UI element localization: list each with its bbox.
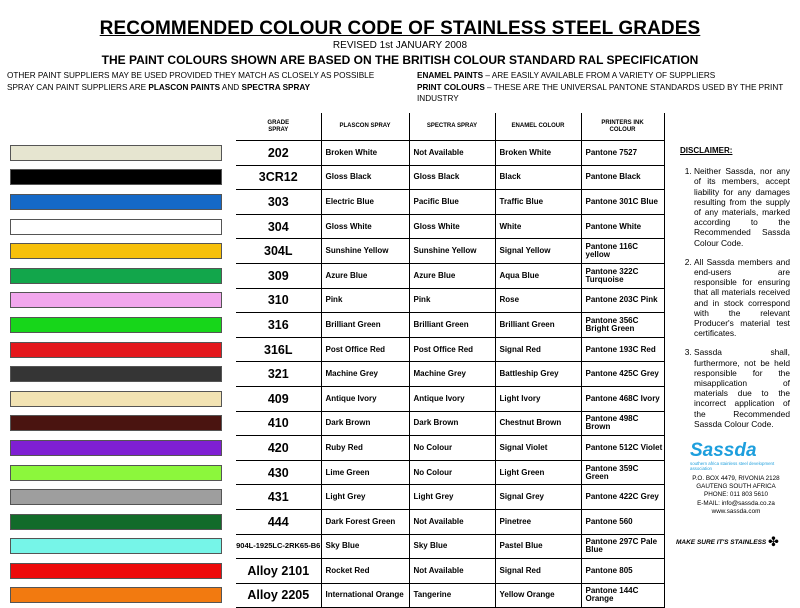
colour-swatch xyxy=(10,219,222,235)
enamel-cell: Traffic Blue xyxy=(495,190,581,215)
colour-swatch-cell xyxy=(8,165,236,190)
colour-swatch-cell xyxy=(8,141,236,166)
spectra-cell: Not Available xyxy=(409,141,495,166)
page-subtitle: THE PAINT COLOURS SHOWN ARE BASED ON THE BRITISH COLOUR STANDARD RAL SPECIFICATION xyxy=(101,53,699,67)
colour-swatch-cell xyxy=(8,263,236,288)
table-row xyxy=(8,288,664,313)
table-row xyxy=(8,214,664,239)
pantone-cell: Pantone 422C Grey xyxy=(581,485,664,510)
table-row xyxy=(8,141,664,166)
grade-cell: Alloy 2101 xyxy=(236,559,321,584)
note-enamel xyxy=(417,70,797,81)
colour-swatch-cell xyxy=(8,313,236,338)
table-row xyxy=(8,362,664,387)
plascon-cell: Ruby Red xyxy=(321,436,409,461)
spectra-cell: No Colour xyxy=(409,460,495,485)
plascon-cell: Azure Blue xyxy=(321,263,409,288)
spectra-cell: Not Available xyxy=(409,509,495,534)
table-row xyxy=(8,559,664,584)
grade-header-line2: SPRAY xyxy=(268,126,289,133)
spectra-cell: Dark Brown xyxy=(409,411,495,436)
colour-swatch-cell xyxy=(8,534,236,559)
colour-swatch xyxy=(10,514,222,530)
table-header-row xyxy=(8,113,664,141)
pantone-cell: Pantone 560 xyxy=(581,509,664,534)
enamel-cell: Signal Yellow xyxy=(495,239,581,264)
note-print xyxy=(417,82,797,104)
plascon-cell: Gloss White xyxy=(321,214,409,239)
enamel-cell: Pastel Blue xyxy=(495,534,581,559)
colour-swatch-cell xyxy=(8,239,236,264)
spectra-cell: Gloss White xyxy=(409,214,495,239)
enamel-cell: Light Ivory xyxy=(495,386,581,411)
table-row xyxy=(8,436,664,461)
enamel-cell: Signal Red xyxy=(495,559,581,584)
colour-swatch xyxy=(10,243,222,259)
enamel-cell: Yellow Orange xyxy=(495,583,581,608)
printers-header-line1: PRINTERS INK xyxy=(601,119,644,126)
note-spray-and: AND xyxy=(220,83,242,92)
contact-email: E-MAIL: info@sassda.co.za xyxy=(697,499,775,507)
clover-icon: ✤ xyxy=(768,534,779,549)
colour-swatch xyxy=(10,587,222,603)
printers-header xyxy=(581,113,664,141)
colour-swatch-cell xyxy=(8,559,236,584)
colour-swatch xyxy=(10,268,222,284)
colour-swatch xyxy=(10,317,222,333)
disclaimer-heading: DISCLAIMER: xyxy=(680,146,733,155)
pantone-cell: Pantone 359C Green xyxy=(581,460,664,485)
colour-swatch-cell xyxy=(8,583,236,608)
spectra-cell: Sky Blue xyxy=(409,534,495,559)
table-row xyxy=(8,460,664,485)
enamel-cell: Black xyxy=(495,165,581,190)
grade-header-line1: GRADE xyxy=(267,119,290,126)
pantone-cell: Pantone 203C Pink xyxy=(581,288,664,313)
grade-cell: 304L xyxy=(236,239,321,264)
colour-swatch-cell xyxy=(8,460,236,485)
spectra-cell: Not Available xyxy=(409,559,495,584)
enamel-cell: Pinetree xyxy=(495,509,581,534)
spectra-cell: Light Grey xyxy=(409,485,495,510)
enamel-cell: Aqua Blue xyxy=(495,263,581,288)
colour-swatch-cell xyxy=(8,436,236,461)
plascon-cell: Electric Blue xyxy=(321,190,409,215)
enamel-cell: Chestnut Brown xyxy=(495,411,581,436)
colour-swatch xyxy=(10,292,222,308)
enamel-cell: Signal Grey xyxy=(495,485,581,510)
pantone-cell: Pantone 468C Ivory xyxy=(581,386,664,411)
page-title: RECOMMENDED COLOUR CODE OF STAINLESS STEEL GRADES xyxy=(99,18,701,39)
spectra-cell: Gloss Black xyxy=(409,165,495,190)
pantone-cell: Pantone 356C Bright Green xyxy=(581,313,664,338)
plascon-cell: Sky Blue xyxy=(321,534,409,559)
grade-cell: 303 xyxy=(236,190,321,215)
colour-swatch xyxy=(10,366,222,382)
grade-cell: 310 xyxy=(236,288,321,313)
grade-cell: 316L xyxy=(236,337,321,362)
colour-swatch-cell xyxy=(8,386,236,411)
enamel-cell: Battleship Grey xyxy=(495,362,581,387)
contact-phone: PHONE: 011 803 5610 xyxy=(704,491,768,499)
table-row xyxy=(8,263,664,288)
pantone-cell: Pantone 425C Grey xyxy=(581,362,664,387)
pantone-cell: Pantone 193C Red xyxy=(581,337,664,362)
colour-swatch xyxy=(10,465,222,481)
grade-cell: 409 xyxy=(236,386,321,411)
grade-cell: 430 xyxy=(236,460,321,485)
grade-cell: Alloy 2205 xyxy=(236,583,321,608)
grade-cell: 309 xyxy=(236,263,321,288)
note-spray-suppliers xyxy=(7,82,310,93)
colour-swatch xyxy=(10,169,222,185)
grade-colour-table xyxy=(8,113,665,608)
colour-swatch-cell xyxy=(8,485,236,510)
plascon-cell: Pink xyxy=(321,288,409,313)
plascon-cell: Dark Brown xyxy=(321,411,409,436)
grade-cell: 304 xyxy=(236,214,321,239)
grade-cell: 444 xyxy=(236,509,321,534)
enamel-header: ENAMEL COLOUR xyxy=(495,113,581,141)
plascon-cell: Gloss Black xyxy=(321,165,409,190)
swatch-header xyxy=(8,113,236,141)
table-row xyxy=(8,165,664,190)
grade-cell: 420 xyxy=(236,436,321,461)
note-enamel-text: – ARE EASILY AVAILABLE FROM A VARIETY OF SUPPLIERS xyxy=(483,71,716,80)
table-row xyxy=(8,190,664,215)
pantone-cell: Pantone Black xyxy=(581,165,664,190)
footer-tagline: MAKE SURE IT'S STAINLESS xyxy=(676,539,767,546)
enamel-cell: White xyxy=(495,214,581,239)
logo-tagline: southern africa stainless steel development association xyxy=(690,461,775,471)
colour-swatch xyxy=(10,440,222,456)
spectra-cell: No Colour xyxy=(409,436,495,461)
plascon-cell: Rocket Red xyxy=(321,559,409,584)
pantone-cell: Pantone 144C Orange xyxy=(581,583,664,608)
sassda-logo xyxy=(690,441,776,471)
plascon-cell: Machine Grey xyxy=(321,362,409,387)
spectra-cell: Post Office Red xyxy=(409,337,495,362)
table-row xyxy=(8,337,664,362)
grade-cell: 321 xyxy=(236,362,321,387)
pantone-cell: Pantone 301C Blue xyxy=(581,190,664,215)
note-spray-brand2: SPECTRA SPRAY xyxy=(241,83,311,92)
disclaimer-item: 2. All Sassda members and end-users are responsible for ensuring that all materials received and in stock correspond with the relevant Producer's material test certificates. xyxy=(694,257,790,339)
enamel-cell: Broken White xyxy=(495,141,581,166)
pantone-cell: Pantone White xyxy=(581,214,664,239)
grade-cell: 410 xyxy=(236,411,321,436)
colour-swatch-cell xyxy=(8,190,236,215)
grade-cell: 316 xyxy=(236,313,321,338)
enamel-cell: Brilliant Green xyxy=(495,313,581,338)
pantone-cell: Pantone 322C Turquoise xyxy=(581,263,664,288)
pantone-cell: Pantone 512C Violet xyxy=(581,436,664,461)
spectra-header: SPECTRA SPRAY xyxy=(409,113,495,141)
contact-info xyxy=(680,475,792,516)
pantone-cell: Pantone 116C yellow xyxy=(581,239,664,264)
table-row xyxy=(8,386,664,411)
colour-swatch-cell xyxy=(8,362,236,387)
note-other-suppliers: OTHER PAINT SUPPLIERS MAY BE USED PROVIDED THEY MATCH AS CLOSELY AS POSSIBLE xyxy=(7,71,375,80)
plascon-cell: Broken White xyxy=(321,141,409,166)
spectra-cell: Azure Blue xyxy=(409,263,495,288)
contact-web: www.sassda.com xyxy=(711,507,761,515)
colour-swatch-cell xyxy=(8,214,236,239)
spectra-cell: Pacific Blue xyxy=(409,190,495,215)
spectra-cell: Brilliant Green xyxy=(409,313,495,338)
colour-swatch xyxy=(10,194,222,210)
table-row xyxy=(8,534,664,559)
grade-cell: 3CR12 xyxy=(236,165,321,190)
plascon-cell: Brilliant Green xyxy=(321,313,409,338)
table-row xyxy=(8,411,664,436)
plascon-cell: Light Grey xyxy=(321,485,409,510)
plascon-cell: Post Office Red xyxy=(321,337,409,362)
grade-cell: 202 xyxy=(236,141,321,166)
table-row xyxy=(8,583,664,608)
colour-swatch-cell xyxy=(8,288,236,313)
pantone-cell: Pantone 805 xyxy=(581,559,664,584)
enamel-cell: Rose xyxy=(495,288,581,313)
colour-swatch xyxy=(10,415,222,431)
colour-swatch-cell xyxy=(8,337,236,362)
colour-swatch xyxy=(10,342,222,358)
disclaimer xyxy=(680,146,790,438)
table-row xyxy=(8,239,664,264)
pantone-cell: Pantone 297C Pale Blue xyxy=(581,534,664,559)
plascon-cell: Dark Forest Green xyxy=(321,509,409,534)
spectra-cell: Pink xyxy=(409,288,495,313)
enamel-cell: Signal Violet xyxy=(495,436,581,461)
note-spray-brand1: PLASCON PAINTS xyxy=(148,83,221,92)
colour-swatch xyxy=(10,489,222,505)
table-row xyxy=(8,485,664,510)
disclaimer-item: 3. Sassda shall, furthermore, not be held responsible for the misapplication of materials due to the incorrect application of the Recommended Sassda Colour Code. xyxy=(694,347,790,429)
revised-date: REVISED 1st JANUARY 2008 xyxy=(332,40,468,51)
spectra-cell: Machine Grey xyxy=(409,362,495,387)
printers-header-line2: COLOUR xyxy=(609,126,636,133)
note-print-text: – THESE ARE THE UNIVERSAL PANTONE STANDARDS USED BY THE PRINT INDUSTRY xyxy=(417,83,784,103)
colour-swatch xyxy=(10,145,222,161)
plascon-cell: International Orange xyxy=(321,583,409,608)
colour-swatch xyxy=(10,563,222,579)
disclaimer-item: 1. Neither Sassda, nor any of its members, accept liability for any damages resulting from the supply of any materials, marked according to the Recommended Sassda Colour Code. xyxy=(694,166,790,248)
grade-cell: 431 xyxy=(236,485,321,510)
pantone-cell: Pantone 7527 xyxy=(581,141,664,166)
colour-swatch xyxy=(10,391,222,407)
contact-address2: GAUTENG SOUTH AFRICA xyxy=(696,483,776,491)
table-row xyxy=(8,509,664,534)
grade-header xyxy=(236,113,321,141)
colour-swatch-cell xyxy=(8,411,236,436)
note-spray-prefix: SPRAY CAN PAINT SUPPLIERS ARE xyxy=(7,83,149,92)
plascon-cell: Lime Green xyxy=(321,460,409,485)
contact-address1: P.O. BOX 4479, RIVONIA 2128 xyxy=(692,475,780,482)
note-enamel-label: ENAMEL PAINTS xyxy=(417,71,484,80)
spectra-cell: Tangerine xyxy=(409,583,495,608)
plascon-header: PLASCON SPRAY xyxy=(321,113,409,141)
colour-swatch xyxy=(10,538,222,554)
spectra-cell: Antique Ivory xyxy=(409,386,495,411)
note-print-label: PRINT COLOURS xyxy=(417,83,485,92)
spectra-cell: Sunshine Yellow xyxy=(409,239,495,264)
plascon-cell: Antique Ivory xyxy=(321,386,409,411)
enamel-cell: Light Green xyxy=(495,460,581,485)
plascon-cell: Sunshine Yellow xyxy=(321,239,409,264)
disclaimer-list xyxy=(680,166,790,429)
enamel-cell: Signal Red xyxy=(495,337,581,362)
grade-cell: 904L-1925LC-2RK65-B6 xyxy=(236,534,321,559)
table-row xyxy=(8,313,664,338)
colour-swatch-cell xyxy=(8,509,236,534)
logo-name: Sassda xyxy=(690,440,757,461)
pantone-cell: Pantone 498C Brown xyxy=(581,411,664,436)
